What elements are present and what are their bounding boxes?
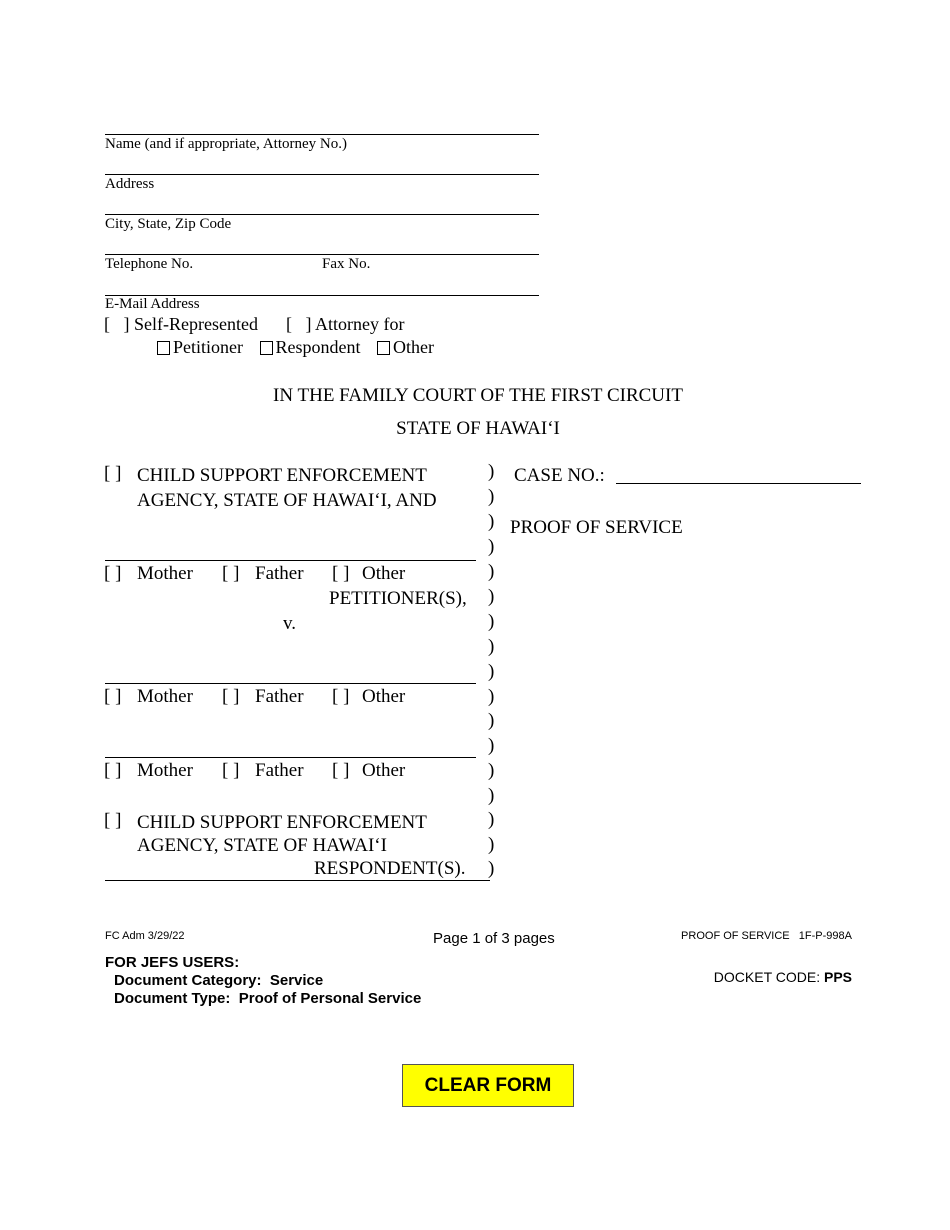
city-state-zip-field[interactable] <box>105 192 542 214</box>
respondent1-other-label: Other <box>362 686 406 707</box>
petitioner-underline <box>105 560 476 561</box>
respondent1-mother-checkbox[interactable]: [ ] <box>104 686 122 707</box>
other-option[interactable] <box>377 337 434 357</box>
phone-underline <box>105 254 539 255</box>
respondent1-father-checkbox[interactable]: [ ] <box>222 686 240 707</box>
attorney-for-checkbox[interactable]: [ ] <box>286 314 312 334</box>
caption-paren: ) <box>488 511 495 532</box>
page-info: Page 1 of 3 pages <box>433 930 555 947</box>
name-field[interactable] <box>105 112 542 134</box>
document-type: Document Type: Proof of Personal Service <box>114 990 422 1007</box>
court-state: STATE OF HAWAI‘I <box>396 418 560 439</box>
petitioner-father-label: Father <box>255 563 304 584</box>
petitioner-other-checkbox[interactable]: [ ] <box>332 563 350 584</box>
telephone-label: Telephone No. <box>105 256 194 272</box>
caption-paren: ) <box>488 661 495 682</box>
caption-bottom-line <box>105 880 490 881</box>
address-underline <box>105 174 539 175</box>
respondent2-father-checkbox[interactable]: [ ] <box>222 760 240 781</box>
petitioner-father-checkbox[interactable]: [ ] <box>222 563 240 584</box>
caption-paren: ) <box>488 536 495 557</box>
court-name: IN THE FAMILY COURT OF THE FIRST CIRCUIT <box>273 385 683 406</box>
caption-paren: ) <box>488 636 495 657</box>
petitioner-mother-checkbox[interactable]: [ ] <box>104 563 122 584</box>
caption-paren: ) <box>488 785 495 806</box>
jefs-title: FOR JEFS USERS: <box>105 954 240 971</box>
petitioner-other-label: Other <box>362 563 406 584</box>
attorney-for-option[interactable] <box>286 314 405 335</box>
versus-label: v. <box>283 613 297 634</box>
caption-paren: ) <box>488 710 495 731</box>
caption-paren: ) <box>488 858 495 879</box>
attorney-for-label: Attorney for <box>315 314 405 334</box>
respondent2-other-checkbox[interactable]: [ ] <box>332 760 350 781</box>
address-label: Address <box>105 176 155 192</box>
respondent1-name-field[interactable] <box>105 659 479 683</box>
city-label: City, State, Zip Code <box>105 216 232 232</box>
docket-code-label: DOCKET CODE: <box>713 969 824 985</box>
petitioners-label: PETITIONER(S), <box>329 588 467 609</box>
document-category: Document Category: Service <box>114 972 324 989</box>
respondent1-other-checkbox[interactable]: [ ] <box>332 686 350 707</box>
csea-petitioner-checkbox[interactable]: [ ] <box>104 463 122 484</box>
case-no-underline <box>616 483 861 484</box>
self-represented-label: Self-Represented <box>134 314 258 334</box>
email-field[interactable] <box>105 272 542 294</box>
csea-petitioner-line2: AGENCY, STATE OF HAWAI‘I, AND <box>137 490 437 511</box>
caption-paren: ) <box>488 486 495 507</box>
respondent-checkbox[interactable] <box>260 341 273 355</box>
respondent-label: Respondent <box>275 337 361 357</box>
caption-paren: ) <box>488 834 495 855</box>
caption-paren: ) <box>488 586 495 607</box>
form-date: FC Adm 3/29/22 <box>105 930 185 942</box>
respondent1-underline <box>105 683 476 684</box>
name-label: Name (and if appropriate, Attorney No.) <box>105 136 347 152</box>
petitioner-option[interactable] <box>157 337 243 357</box>
city-underline <box>105 214 539 215</box>
docket-code <box>714 969 852 985</box>
petitioner-label: Petitioner <box>173 337 243 357</box>
respondent1-mother-label: Mother <box>137 686 193 707</box>
petitioner-mother-label: Mother <box>137 563 193 584</box>
email-label: E-Mail Address <box>105 296 200 312</box>
attorney-party-options <box>157 337 434 358</box>
case-no-field[interactable] <box>616 461 864 485</box>
respondent1-father-label: Father <box>255 686 304 707</box>
other-checkbox[interactable] <box>377 341 390 355</box>
caption-paren: ) <box>488 461 495 482</box>
caption-paren: ) <box>488 561 495 582</box>
caption-paren: ) <box>488 760 495 781</box>
respondent2-mother-label: Mother <box>137 760 193 781</box>
telephone-field[interactable] <box>105 232 319 254</box>
csea-respondent-checkbox[interactable]: [ ] <box>104 810 122 831</box>
form-id: PROOF OF SERVICE 1F-P-998A <box>681 930 852 942</box>
fax-field[interactable] <box>322 232 542 254</box>
csea-petitioner-line1: CHILD SUPPORT ENFORCEMENT <box>137 465 427 486</box>
petitioner-name-field[interactable] <box>105 536 479 560</box>
respondent2-underline <box>105 757 476 758</box>
fax-label: Fax No. <box>322 256 371 272</box>
respondents-label: RESPONDENT(S). <box>314 858 466 879</box>
name-underline <box>105 134 539 135</box>
respondent2-other-label: Other <box>362 760 406 781</box>
address-field[interactable] <box>105 152 542 174</box>
self-represented-checkbox[interactable]: [ ] <box>104 314 130 334</box>
docket-code-value: PPS <box>823 969 852 985</box>
respondent2-mother-checkbox[interactable]: [ ] <box>104 760 122 781</box>
caption-paren: ) <box>488 809 495 830</box>
clear-form-button[interactable]: CLEAR FORM <box>402 1064 574 1107</box>
respondent2-father-label: Father <box>255 760 304 781</box>
csea-respondent-line1: CHILD SUPPORT ENFORCEMENT <box>137 812 427 833</box>
caption-paren: ) <box>488 686 495 707</box>
csea-respondent-line2: AGENCY, STATE OF HAWAI‘I <box>137 835 387 856</box>
petitioner-checkbox[interactable] <box>157 341 170 355</box>
respondent-option[interactable] <box>260 337 361 357</box>
self-represented-option[interactable] <box>104 314 258 335</box>
caption-paren: ) <box>488 611 495 632</box>
other-label: Other <box>393 337 434 357</box>
respondent2-name-field[interactable] <box>105 733 479 757</box>
caption-paren: ) <box>488 735 495 756</box>
case-no-label: CASE NO.: <box>514 465 605 486</box>
document-title: PROOF OF SERVICE <box>510 517 683 538</box>
